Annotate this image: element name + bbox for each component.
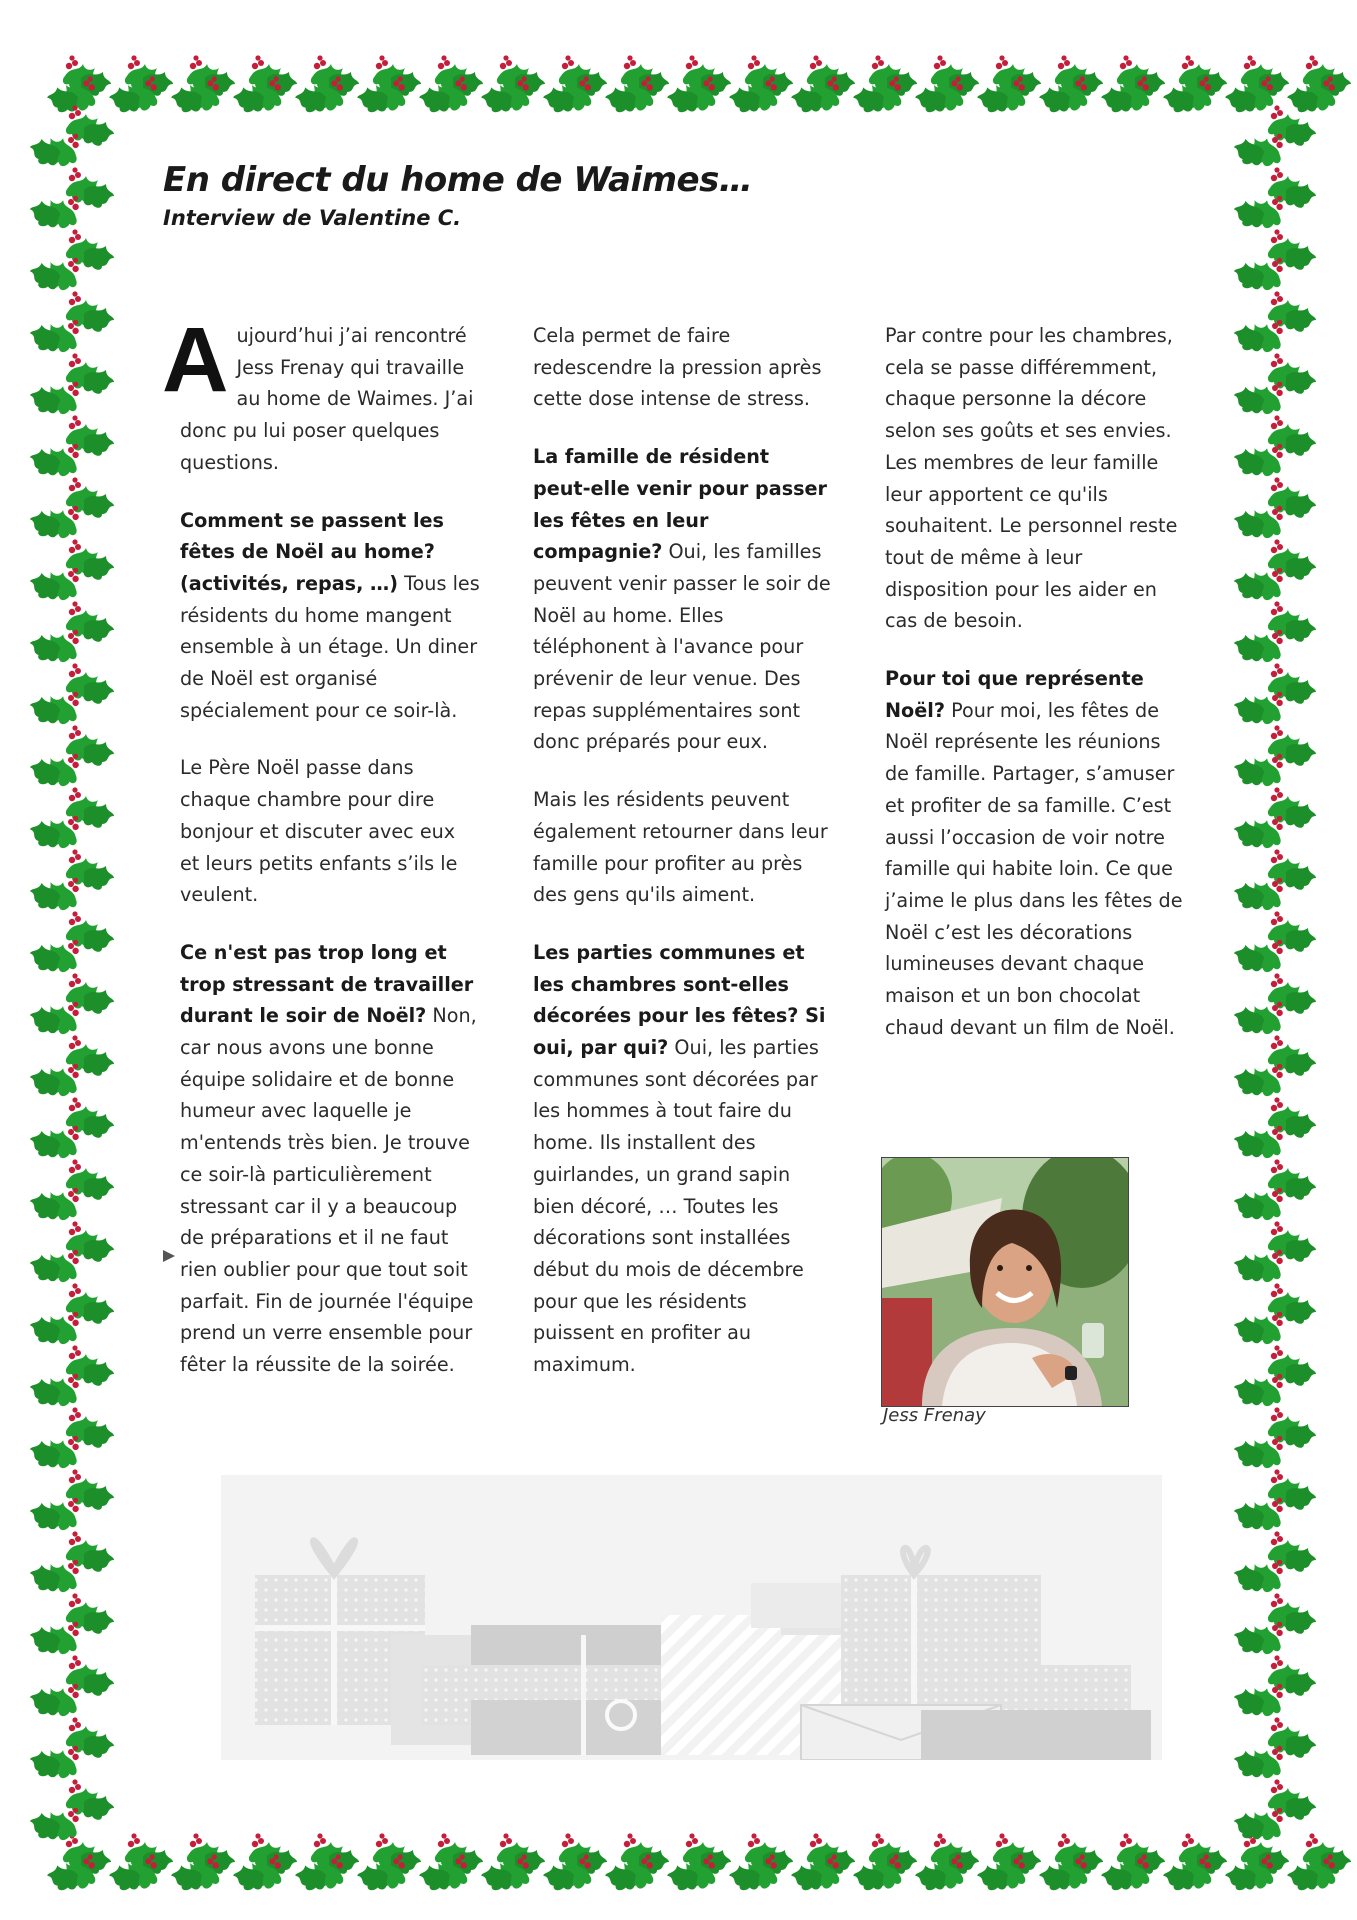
page-subtitle: Interview de Valentine C. xyxy=(163,206,462,230)
article-column-2 xyxy=(533,320,833,1407)
paragraph-santa: Le Père Noël passe dans chaque chambre pour dire bonjour et discuter avec eux et leurs petits enfants s’ils le veulent. xyxy=(180,756,458,907)
question-4: Les parties communes et les chambres sont-elles décorées pour les fêtes? Si oui, par qui? xyxy=(533,940,826,1060)
paragraph-family: Mais les résidents peuvent également retourner dans leur famille pour profiter au près des gens qu'ils aiment. xyxy=(533,788,828,907)
portrait-photo xyxy=(881,1157,1129,1407)
page-title: En direct du home de Waimes… xyxy=(163,160,753,200)
intro-text: ujourd’hui j’ai rencontré Jess Frenay qui travaille au home de Waimes. J’ai donc pu lui poser quelques questions. xyxy=(180,324,474,474)
answer-3: Oui, les familles peuvent venir passer le soir de Noël au home. Elles téléphonent à l'avance pour prévenir de leur venue. Des repas supplémentaires sont donc préparés pour eux. xyxy=(533,540,831,754)
gifts-illustration xyxy=(221,1475,1162,1760)
answer-5: Pour moi, les fêtes de Noël représente les réunions de famille. Partager, s’amuser et profiter de sa famille. C’est aussi l’occasion de voir notre famille qui habite loin. Ce que j’aime le plus dans les fêtes de Noël c’est les décorations lumineuses devant chaque maison et un bon chocolat chaud devant un film de Noël. xyxy=(885,698,1183,1039)
question-answer-4 xyxy=(533,937,833,1381)
question-2: Ce n'est pas trop long et trop stressant de travailler durant le soir de Noël? xyxy=(180,940,474,1028)
question-answer-5 xyxy=(885,663,1185,1043)
arrow-marker-icon xyxy=(163,1250,175,1262)
answer-2: Non, car nous avons une bonne équipe solidaire et de bonne humeur avec laquelle je m'entends très bien. Je trouve ce soir-là particulièrement stressant car il y a beaucoup de préparations et il ne faut rien oublier pour que tout soit parfait. Fin de journée l'équipe prend un verre ensemble pour fêter la réussite de la soirée. xyxy=(180,1004,477,1377)
paragraph-pressure: Cela permet de faire redescendre la pression après cette dose intense de stress. xyxy=(533,324,822,411)
question-answer-3 xyxy=(533,441,833,758)
portrait-illustration xyxy=(882,1158,1128,1406)
paragraph-rooms: Par contre pour les chambres, cela se passe différemment, chaque personne la décore selon ses goûts et ses envies. Les membres de leur famille leur apportent ce qu'ils souhaitent. Le personnel reste tout de même à leur disposition pour les aider en cas de besoin. xyxy=(885,324,1178,633)
answer-4: Oui, les parties communes sont décorées par les hommes à tout faire du home. Ils installent des guirlandes, un grand sapin bien décoré, … Toutes les décorations sont installées début du mois de décembre pour que les résidents puissent en profiter au maximum. xyxy=(533,1036,819,1377)
article-column-3 xyxy=(885,320,1185,1069)
drop-cap: A xyxy=(162,309,229,411)
header xyxy=(163,160,752,230)
question-5: Pour toi que représente Noël? xyxy=(885,667,1144,722)
question-1: Comment se passent les fêtes de Noël au home? (activités, repas, …) xyxy=(180,508,444,595)
intro-paragraph xyxy=(162,309,480,479)
question-3: La famille de résident peut-elle venir pour passer les fêtes en leur compagnie? xyxy=(533,445,828,564)
question-answer-2 xyxy=(180,937,480,1381)
article-column-1 xyxy=(162,309,480,1407)
answer-1: Tous les résidents du home mangent ensemble à un étage. Un diner de Noël est organisé spécialement pour ce soir-là. xyxy=(180,571,480,722)
question-answer-1 xyxy=(180,505,480,727)
photo-caption: Jess Frenay xyxy=(883,1405,986,1426)
